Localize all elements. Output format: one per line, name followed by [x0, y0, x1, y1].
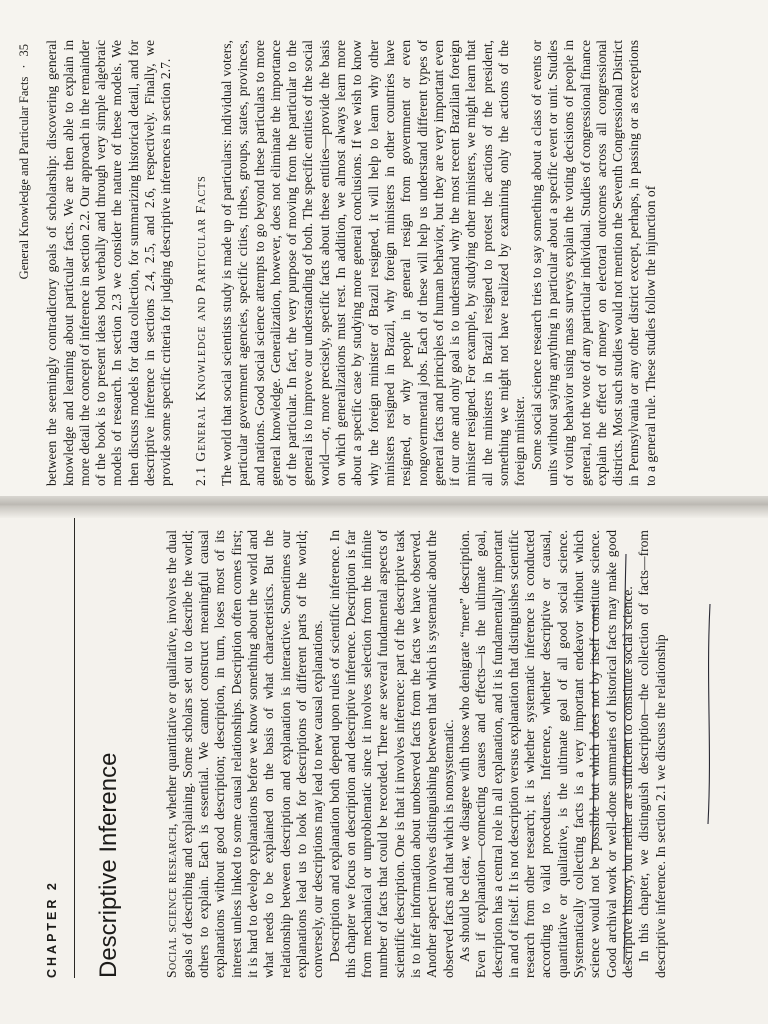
section-paragraph-1: The world that social scientists study is made up of particulars: individual voters, particular government agencies, specific cities, tribes, groups, states, provinces, and nations. Good social science attempts to go beyond these particulars to more general knowledge. Generalization, however, does not eliminate the importance of the particular. In fact, the very purpose of moving from the particular to the general is to improve our understanding of both. The specific entities of the social world—or, more precisely, specific facts about these entities—provide the basis on which generalizations must rest. In addition, we almost always learn more about a specific case by studying more general conclusions. If we wish to know why the foreign minister of Brazil resigned, it will help to learn why other ministers resigned in Brazil, why foreign ministers in other countries have resigned, or why people in general resign from government or even nongovernmental jobs. Each of these will help us understand different types of general facts and principles of human behavior, but they are very important even if our one and only goal is to understand why the most recent Brazilian foreign minister resigned. For example, by studying other ministers, we might learn that all the ministers in Brazil resigned to protest the actions of the president, something we might not have realized by examining only the actions of the foreign minister.	[218, 40, 528, 486]
paragraph-lead: Social science research,	[163, 822, 179, 978]
right-page	[0, 0, 768, 496]
section-heading: 2.1 General Knowledge and Particular Facts	[192, 175, 208, 486]
pen-underline-3	[708, 604, 710, 824]
paragraph-2: Description and explanation both depend upon rules of scientific inference. In this chapter we focus on description and descriptive inference. Description is far from mechanical or unproblematic since it involves selection from the infinite number of facts that could be recorded. There are several fundamental aspects of scientific description. One is that it involves inference: part of the descriptive task is to infer information about unobserved facts from the facts we have observed. Another aspect involves distinguishing between that which is systematic about the observed facts and that which is nonsystematic.	[326, 530, 456, 978]
paragraph-text: whether quantitative or qualitative, involves the dual goals of describing and explaining. Some scholars set out to describe the world; others to explain. Each is essential. We cannot construct meaningful causal explanations without good description; description, in turn, loses most of its interest unless linked to some causal relationships. Description often comes first; it is hard to develop explanations before we know something about the world and what needs to be explained on the basis of what characteristics. But the relationship between description and explanation is interactive. Sometimes our explanations lead us to look for descriptions of different parts of the world; conversely, our descriptions may lead to new causal explanations.	[163, 530, 326, 978]
chapter-label: CHAPTER 2	[44, 478, 75, 978]
running-head-title: General Knowledge and Particular Facts	[17, 76, 31, 280]
page-number: 35	[17, 44, 31, 57]
intro-paragraph: between the seemingly contradictory goals of scholarship: discovering general knowledge and learning about particular facts. We are then able to explain in more detail the concept of inference in section 2.2. Our approach in the remainder of the book is to present ideas both verbally and through very simple algebraic models of research. In section 2.3 we consider the nature of these models. We then discuss models for data collection, for summarizing historical detail, and for descriptive inference in sections 2.4, 2.5, and 2.6, respectively. Finally, we provide some specific criteria for judging descriptive inferences in section 2.7.	[44, 40, 174, 486]
paragraph-3: As should be clear, we disagree with those who denigrate “mere” description. Even if explanation—connecting causes and effects—is the ultimate goal, description has a central role in all explanation, and it is fundamentally important in and of itself. It is not description versus explanation that distinguishes scientific research from other research; it is whether systematic inference is conducted according to valid procedures. Inference, whether descriptive or causal, quantitative or qualitative, is the ultimate goal of all good social science. Systematically collecting facts is a very important endeavor without which science would not be possible but which does not by itself constitute science. Good archival work or well-done summaries of historical facts may make good descriptive history, but neither are sufficient to constitute social science.	[456, 530, 635, 978]
section-paragraph-2: Some social science research tries to say something about a class of events or units without saying anything in particular about a specific event or unit. Studies of voting behavior using mass surveys explain the voting decisions of people in general, not the vote of any particular individual. Studies of congressional finance explain the effect of money on electoral outcomes across all congressional districts. Most such studies would not mention the Seventh Congressional District in Pennsylvania or any other district except, perhaps, in passing or as exceptions to a general rule. These studies follow the injunction of	[528, 40, 658, 486]
left-page	[0, 512, 768, 1024]
paragraph-4: In this chapter, we distinguish description—the collection of facts—from descriptive inference. In section 2.1 we discuss the relationship	[636, 530, 668, 978]
chapter-title: Descriptive Inference	[95, 752, 123, 978]
paragraph-1	[164, 530, 327, 978]
running-head: General Knowledge and Particular Facts·35	[17, 44, 31, 280]
